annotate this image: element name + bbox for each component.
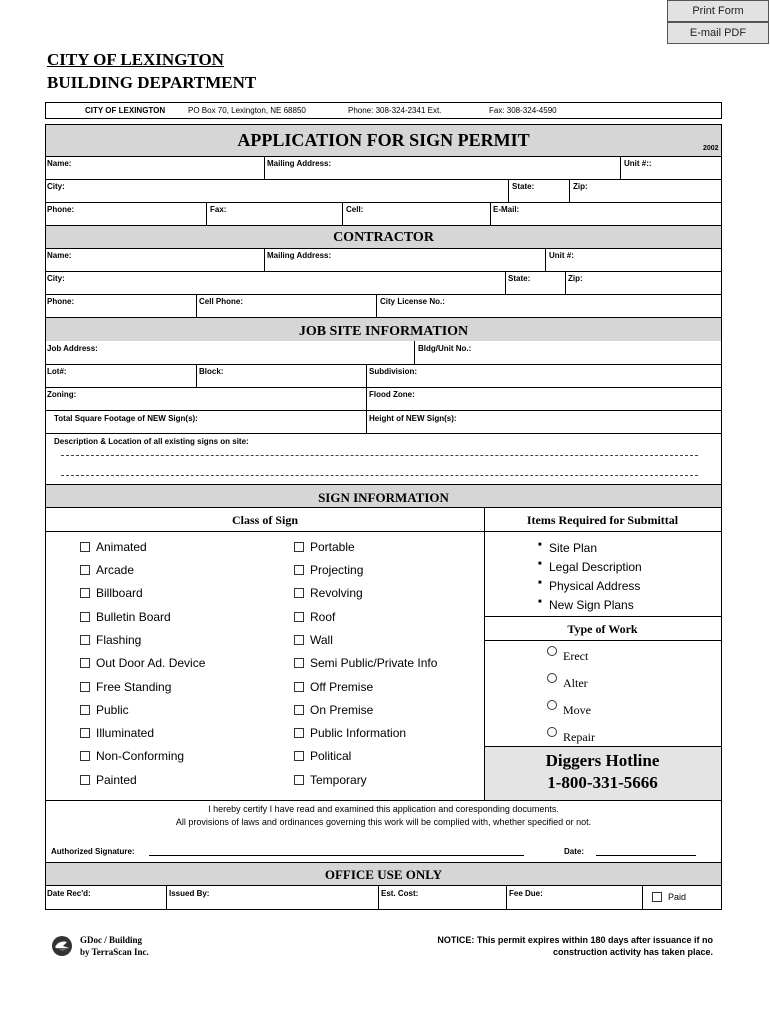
contractor-city-field[interactable]: City:: [47, 274, 65, 283]
lot-field[interactable]: Lot#:: [47, 367, 67, 376]
date-label: Date:: [564, 847, 585, 856]
checkbox-label: Public: [96, 703, 129, 717]
logo-line-1: GDoc / Building: [80, 935, 143, 945]
checkbox-box[interactable]: [294, 775, 304, 785]
print-form-button[interactable]: Print Form: [667, 0, 769, 22]
signature-line[interactable]: [149, 855, 524, 856]
checkbox-box[interactable]: [294, 565, 304, 575]
radio-move[interactable]: [547, 700, 591, 718]
description-line-2[interactable]: [61, 475, 698, 476]
checkbox-label: Semi Public/Private Info: [310, 656, 438, 670]
checkbox-label: Bulletin Board: [96, 610, 171, 624]
checkbox-box[interactable]: [80, 612, 90, 622]
radio-label: Alter: [563, 676, 588, 690]
radio-label: Move: [563, 703, 591, 717]
checkbox-label: Projecting: [310, 563, 364, 577]
applicant-city-field[interactable]: City:: [47, 182, 65, 191]
contractor-name-field[interactable]: Name:: [47, 251, 72, 260]
email-pdf-button[interactable]: E-mail PDF: [667, 22, 769, 44]
checkbox-box[interactable]: [294, 588, 304, 598]
checkbox-label: Painted: [96, 773, 137, 787]
block-field[interactable]: Block:: [199, 367, 224, 376]
contractor-cell-field[interactable]: Cell Phone:: [199, 297, 244, 306]
subdivision-field[interactable]: Subdivision:: [369, 367, 417, 376]
checkbox-box[interactable]: [80, 728, 90, 738]
radio-erect[interactable]: [547, 646, 588, 664]
applicant-fax-field[interactable]: Fax:: [210, 205, 227, 214]
class-of-sign-heading: Class of Sign: [231, 513, 299, 527]
checkbox-wall[interactable]: [294, 633, 333, 647]
checkbox-non-conforming[interactable]: [80, 749, 184, 763]
fee-due-field[interactable]: Fee Due:: [509, 889, 543, 898]
checkbox-box[interactable]: [294, 612, 304, 622]
checkbox-box[interactable]: [652, 892, 662, 902]
radio-circle[interactable]: [547, 673, 557, 683]
date-line[interactable]: [596, 855, 696, 856]
radio-label: Erect: [563, 649, 589, 663]
applicant-name-field[interactable]: Name:: [47, 159, 72, 168]
certification-line-2: All provisions of laws and ordinances governing this work will be complied with, whether specified or not.: [175, 817, 592, 827]
existing-signs-label: Description & Location of all existing signs on site:: [54, 437, 249, 446]
checkbox-free-standing[interactable]: [80, 680, 171, 694]
item-physical-address: ■ Physical Address: [549, 579, 640, 593]
authorized-signature-label: Authorized Signature:: [51, 847, 135, 856]
radio-circle[interactable]: [547, 700, 557, 710]
checkbox-painted[interactable]: [80, 773, 137, 787]
applicant-mailing-field[interactable]: Mailing Address:: [267, 159, 332, 168]
contact-fax: Fax: 308-324-4590: [489, 106, 557, 115]
contact-bar: [45, 102, 722, 119]
checkbox-label: Out Door Ad. Device: [96, 656, 206, 670]
terrascan-logo-icon: [50, 934, 74, 958]
radio-label: Repair: [563, 730, 595, 744]
applicant-phone-field[interactable]: Phone:: [47, 205, 75, 214]
checkbox-animated[interactable]: [80, 540, 147, 554]
checkbox-label: Illuminated: [96, 726, 155, 740]
contractor-license-field[interactable]: City License No.:: [380, 297, 445, 306]
checkbox-public-information[interactable]: [294, 726, 406, 740]
checkbox-label: Non-Conforming: [96, 749, 185, 763]
checkbox-box[interactable]: [80, 775, 90, 785]
checkbox-paid[interactable]: [652, 892, 686, 902]
diggers-hotline-number: 1-800-331-5666: [547, 773, 658, 792]
office-use-heading: OFFICE USE ONLY: [324, 867, 443, 882]
checkbox-billboard[interactable]: [80, 586, 143, 600]
contractor-heading: CONTRACTOR: [333, 230, 434, 245]
department-title: BUILDING DEPARTMENT: [47, 73, 257, 92]
form-year: 2002: [703, 145, 719, 152]
checkbox-label: Free Standing: [96, 680, 172, 694]
checkbox-label: Roof: [310, 610, 336, 624]
checkbox-bulletin-board[interactable]: [80, 610, 171, 624]
item-legal-description: ■ Legal Description: [549, 560, 642, 574]
checkbox-semi-public[interactable]: [294, 656, 437, 670]
radio-circle[interactable]: [547, 727, 557, 737]
checkbox-label: Public Information: [310, 726, 407, 740]
applicant-unit-field[interactable]: Unit #::: [624, 159, 652, 168]
checkbox-label: Portable: [310, 540, 355, 554]
job-address-field[interactable]: Job Address:: [47, 344, 98, 353]
contractor-state-field[interactable]: State:: [508, 274, 531, 283]
items-required-heading: Items Required for Submittal: [526, 513, 679, 527]
radio-repair[interactable]: [547, 727, 595, 745]
checkbox-label: Off Premise: [310, 680, 374, 694]
diggers-hotline-title: Diggers Hotline: [545, 751, 660, 770]
item-site-plan: ■ Site Plan: [549, 541, 597, 555]
description-line-1[interactable]: [61, 455, 698, 456]
jobsite-heading: JOB SITE INFORMATION: [298, 324, 469, 339]
form-title: APPLICATION FOR SIGN PERMIT: [237, 130, 530, 150]
sign-height-field[interactable]: Height of NEW Sign(s):: [369, 414, 457, 423]
checkbox-box[interactable]: [80, 705, 90, 715]
checkbox-box[interactable]: [294, 705, 304, 715]
checkbox-public[interactable]: [80, 703, 129, 717]
checkbox-box[interactable]: [80, 635, 90, 645]
date-recd-field[interactable]: Date Rec'd:: [47, 889, 91, 898]
checkbox-box[interactable]: [80, 542, 90, 552]
checkbox-political[interactable]: [294, 749, 351, 763]
checkbox-outdoor-ad-device[interactable]: [80, 656, 205, 670]
zoning-field[interactable]: Zoning:: [47, 390, 77, 399]
issued-by-field[interactable]: Issued By:: [169, 889, 210, 898]
checkbox-box[interactable]: [294, 658, 304, 668]
applicant-email-field[interactable]: E-Mail:: [493, 205, 520, 214]
contact-phone: Phone: 308-324-2341 Ext.: [348, 106, 442, 115]
checkbox-box[interactable]: [80, 658, 90, 668]
checkbox-box[interactable]: [80, 682, 90, 692]
checkbox-label: Flashing: [96, 633, 142, 647]
checkbox-projecting[interactable]: [294, 563, 363, 577]
checkbox-label: Revolving: [310, 586, 363, 600]
notice-line-1: NOTICE: This permit expires within 180 days after issuance if no: [437, 935, 713, 945]
notice-line-2: construction activity has taken place.: [552, 947, 713, 957]
checkbox-illuminated[interactable]: [80, 726, 154, 740]
radio-circle[interactable]: [547, 646, 557, 656]
contractor-phone-field[interactable]: Phone:: [47, 297, 75, 306]
checkbox-label: Wall: [310, 633, 333, 647]
checkbox-box[interactable]: [294, 751, 304, 761]
checkbox-off-premise[interactable]: [294, 680, 373, 694]
contact-address: PO Box 70, Lexington, NE 68850: [188, 106, 306, 115]
item-new-sign-plans: ■ New Sign Plans: [549, 598, 634, 612]
square-footage-field[interactable]: Total Square Footage of NEW Sign(s):: [54, 414, 198, 423]
checkbox-roof[interactable]: [294, 610, 335, 624]
city-title: CITY OF LEXINGTON: [47, 50, 224, 69]
sign-info-heading: SIGN INFORMATION: [318, 490, 449, 505]
checkbox-label: Temporary: [310, 773, 367, 787]
checkbox-label: Billboard: [96, 586, 143, 600]
checkbox-label: Animated: [96, 540, 147, 554]
est-cost-field[interactable]: Est. Cost:: [381, 889, 419, 898]
flood-zone-field[interactable]: Flood Zone:: [369, 390, 415, 399]
checkbox-arcade[interactable]: [80, 563, 134, 577]
checkbox-box[interactable]: [80, 588, 90, 598]
checkbox-box[interactable]: [80, 565, 90, 575]
checkbox-box[interactable]: [294, 682, 304, 692]
checkbox-label: Paid: [668, 892, 687, 902]
checkbox-box[interactable]: [294, 542, 304, 552]
type-of-work-heading: Type of Work: [567, 622, 638, 636]
checkbox-box[interactable]: [80, 751, 90, 761]
radio-alter[interactable]: [547, 673, 588, 691]
applicant-cell-field[interactable]: Cell:: [346, 205, 364, 214]
checkbox-flashing[interactable]: [80, 633, 141, 647]
contact-city: CITY OF LEXINGTON: [85, 106, 166, 115]
checkbox-on-premise[interactable]: [294, 703, 373, 717]
checkbox-label: Arcade: [96, 563, 135, 577]
checkbox-temporary[interactable]: [294, 773, 367, 787]
checkbox-revolving[interactable]: [294, 586, 363, 600]
bldg-unit-field[interactable]: Bldg/Unit No.:: [418, 344, 472, 353]
checkbox-label: Political: [310, 749, 352, 763]
applicant-state-field[interactable]: State:: [512, 182, 535, 191]
contractor-mailing-field[interactable]: Mailing Address:: [267, 251, 332, 260]
checkbox-portable[interactable]: [294, 540, 355, 554]
checkbox-box[interactable]: [294, 635, 304, 645]
sign-permit-form: [45, 124, 722, 910]
checkbox-label: On Premise: [310, 703, 374, 717]
contractor-unit-field[interactable]: Unit #:: [549, 251, 574, 260]
logo-line-2: by TerraScan Inc.: [80, 947, 149, 957]
applicant-zip-field[interactable]: Zip:: [573, 182, 588, 191]
checkbox-box[interactable]: [294, 728, 304, 738]
certification-line-1: I hereby certify I have read and examined this application and coresponding documents.: [208, 804, 559, 814]
contractor-zip-field[interactable]: Zip:: [568, 274, 583, 283]
